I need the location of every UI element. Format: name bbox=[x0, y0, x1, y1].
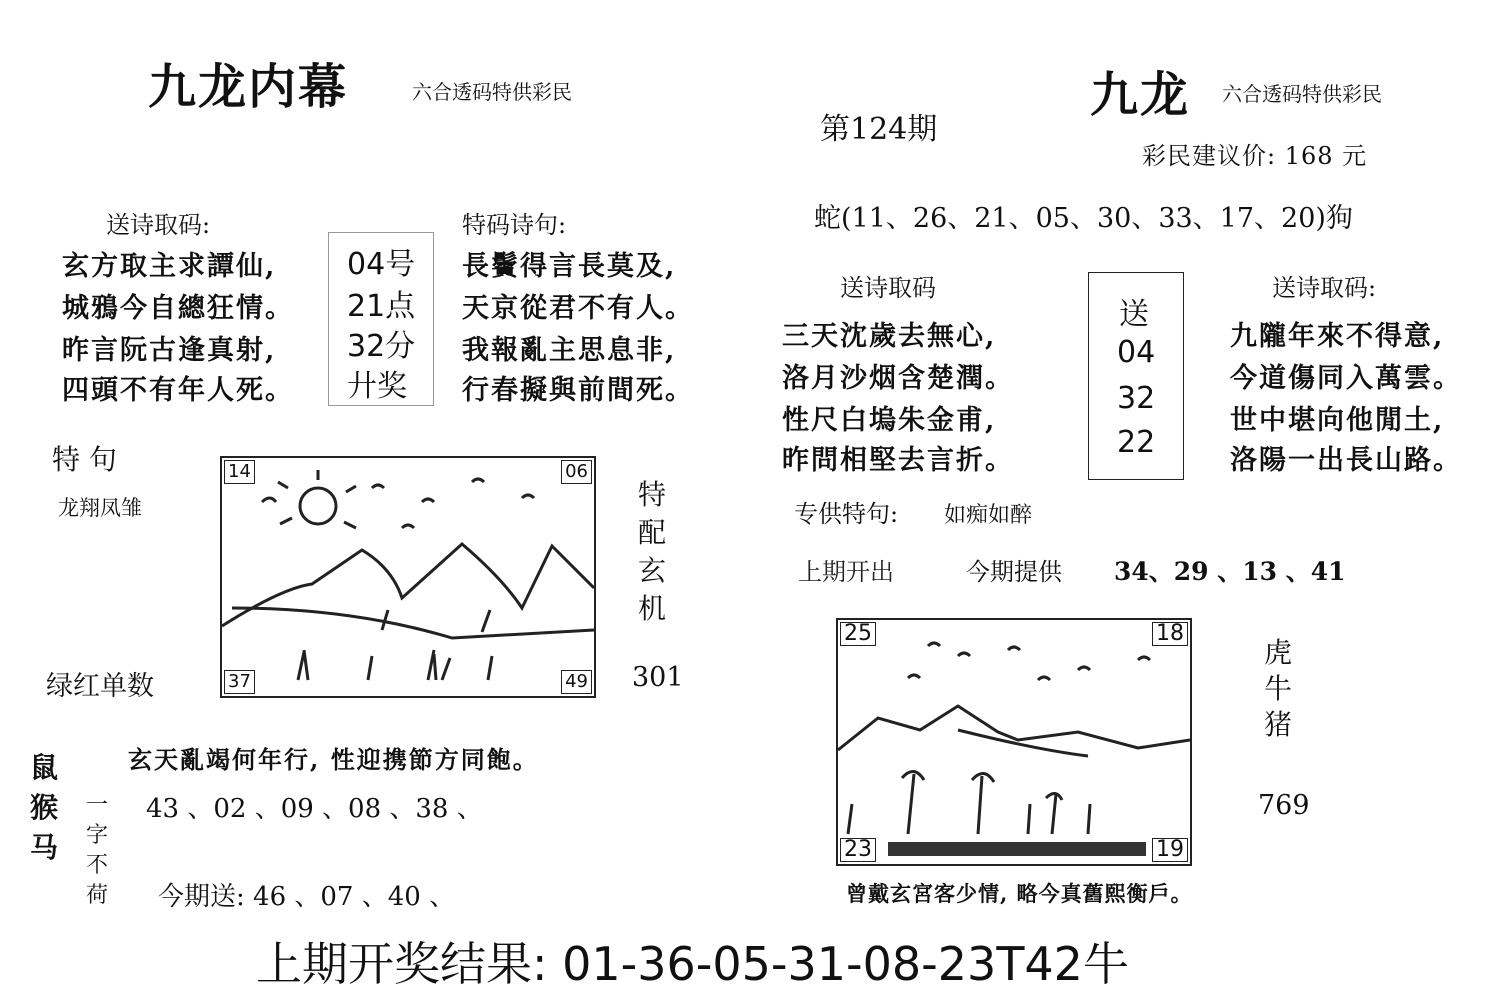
vertical-char: 一 bbox=[86, 793, 109, 818]
right-side-number: 769 bbox=[1258, 790, 1310, 821]
scene-corner-tl: 14 bbox=[224, 460, 255, 484]
box-line: 32分 bbox=[347, 329, 416, 364]
poem-line: 城鴉今自總狂情。 bbox=[62, 293, 294, 324]
poem-line: 行春擬與前間死。 bbox=[462, 375, 694, 406]
box-line: 04号 bbox=[347, 247, 416, 282]
poem-line: 昨問相堅去言折。 bbox=[782, 445, 1014, 476]
scene-corner-tr: 06 bbox=[561, 460, 592, 484]
right-center-box bbox=[1088, 272, 1184, 480]
left-color-text: 绿红单数 bbox=[46, 671, 154, 702]
right-bottom-poem: 曾戴玄宮客少情, 略今真舊熙衡戶。 bbox=[846, 881, 1193, 906]
vertical-char: 配 bbox=[638, 516, 667, 549]
right-poem1-heading: 送诗取码 bbox=[840, 274, 936, 302]
poem-line: 昨言阮古逢真射, bbox=[62, 335, 277, 366]
last-issue-label: 上期开出 bbox=[798, 558, 894, 586]
poem-line: 性尺白塢朱金甫, bbox=[782, 405, 997, 436]
poem-line: 九隴年來不得意, bbox=[1230, 321, 1445, 352]
vertical-char: 特 bbox=[638, 478, 667, 511]
scene-corner-br: 49 bbox=[561, 670, 592, 694]
issue-number: 第124期 bbox=[820, 112, 938, 147]
left-special-text: 龙翔凤雏 bbox=[58, 496, 142, 520]
vertical-char: 不 bbox=[86, 853, 109, 878]
scene-corner-bl: 37 bbox=[224, 670, 255, 694]
box-line: 送 bbox=[1119, 297, 1149, 332]
left-subtitle: 六合透码特供彩民 bbox=[412, 80, 572, 104]
vertical-char: 字 bbox=[86, 823, 109, 848]
poem-line: 長鬢得言長莫及, bbox=[462, 251, 677, 282]
poem-line: 玄方取主求譚仙, bbox=[62, 251, 277, 282]
right-subtitle: 六合透码特供彩民 bbox=[1222, 82, 1382, 106]
poem-line: 洛陽一出長山路。 bbox=[1230, 445, 1462, 476]
right-special-label: 专供特句: bbox=[794, 500, 899, 528]
box-line: 22 bbox=[1117, 425, 1156, 460]
last-draw-result: 上期开奖结果: 01-36-05-31-08-23T42牛 bbox=[256, 937, 1129, 991]
poem-line: 天京從君不有人。 bbox=[462, 293, 694, 324]
left-numbers-line: 43 、02 、09 、08 、38 、 bbox=[146, 794, 483, 824]
vertical-char: 玄 bbox=[638, 554, 667, 587]
left-today-send: 今期送: 46 、07 、40 、 bbox=[158, 882, 456, 912]
vertical-char: 牛 bbox=[1264, 672, 1293, 705]
left-poem2-heading: 特码诗句: bbox=[462, 211, 567, 239]
left-poem1-heading: 送诗取码: bbox=[106, 211, 211, 239]
price-label: 彩民建议价: 168 元 bbox=[1142, 142, 1368, 170]
left-side-number: 301 bbox=[632, 662, 684, 693]
landscape-drawing bbox=[838, 620, 1190, 864]
scene-corner-tr: 18 bbox=[1152, 622, 1188, 646]
snake-line: 蛇(11、26、21、05、30、33、17、20)狗 bbox=[814, 203, 1353, 234]
vertical-char: 虎 bbox=[1264, 636, 1293, 669]
right-scene-illustration bbox=[836, 618, 1192, 866]
box-line: 廾奖 bbox=[347, 369, 407, 404]
left-title: 九龙内幕 bbox=[148, 59, 349, 115]
this-issue-numbers: 34、29 、13 、41 bbox=[1114, 557, 1346, 586]
box-line: 21点 bbox=[347, 289, 416, 324]
left-center-box bbox=[328, 232, 434, 406]
vertical-char: 鼠 bbox=[30, 751, 59, 784]
scene-corner-bl: 23 bbox=[840, 838, 876, 862]
this-issue-label: 今期提供 bbox=[966, 558, 1062, 586]
poem-line: 洛月沙烟含楚潤。 bbox=[782, 363, 1014, 394]
scene-corner-tl: 25 bbox=[840, 622, 876, 646]
vertical-char: 猴 bbox=[30, 791, 59, 824]
vertical-char: 荷 bbox=[86, 883, 109, 908]
left-scene-illustration bbox=[220, 456, 596, 698]
poem-line: 三天沈歲去無心, bbox=[782, 321, 997, 352]
landscape-drawing bbox=[222, 458, 594, 696]
right-special-text: 如痴如醉 bbox=[944, 503, 1033, 528]
scene-corner-br: 19 bbox=[1152, 838, 1188, 862]
right-title: 九龙 bbox=[1090, 67, 1191, 123]
poem-line: 四頭不有年人死。 bbox=[62, 375, 294, 406]
box-line: 32 bbox=[1117, 381, 1156, 416]
vertical-char: 猪 bbox=[1264, 708, 1293, 741]
poem-line: 今道傷同入萬雲。 bbox=[1230, 363, 1462, 394]
left-bottom-poem: 玄天亂竭何年行, 性迎携節方同飽。 bbox=[128, 745, 539, 774]
left-special-heading: 特 句 bbox=[52, 443, 117, 476]
right-poem2-heading: 送诗取码: bbox=[1272, 274, 1377, 302]
poem-line: 我報亂主思息非, bbox=[462, 335, 677, 366]
box-line: 04 bbox=[1117, 335, 1156, 370]
vertical-char: 马 bbox=[30, 831, 59, 864]
vertical-char: 机 bbox=[638, 592, 667, 625]
poem-line: 世中堪向他閒土, bbox=[1230, 405, 1445, 436]
